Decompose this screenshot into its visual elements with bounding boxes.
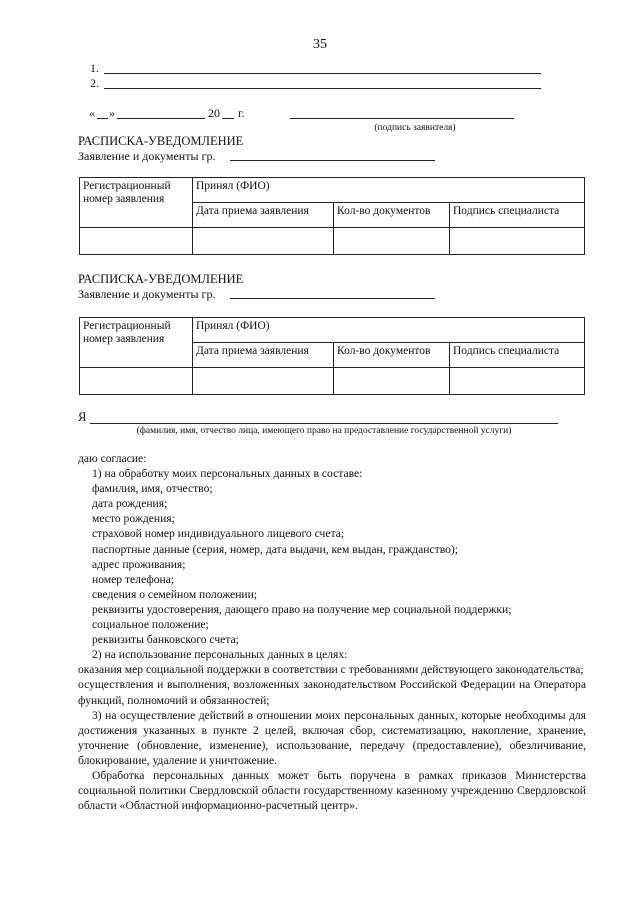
acceptance-date-header: Дата приема заявления	[193, 203, 334, 228]
receipt-subtitle-1: Заявление и документы гр.	[78, 149, 216, 163]
date-open-quote: «	[89, 106, 95, 120]
date-year-prefix: 20	[208, 106, 220, 120]
reg-number-header: Регистрационный номер заявления	[80, 318, 193, 368]
numbered-line-label-2: 2.	[90, 76, 99, 90]
specialist-signature-header: Подпись специалиста	[450, 343, 585, 368]
numbered-line-label-1: 1.	[90, 61, 99, 75]
item1-entry: адрес проживания;	[92, 557, 186, 571]
date-year-field[interactable]	[222, 118, 234, 119]
closing-paragraph: Обработка персональных данных может быть поручена в рамках приказов Министерства социальной политики Свердловской области государственному казенному учреждению Свердловской области «Областной информационно-расчетный центр».	[78, 768, 586, 813]
receipt-table-1	[79, 177, 585, 255]
applicant-name-line[interactable]	[90, 423, 558, 424]
receipt-table-2	[79, 317, 585, 395]
acceptance-date-header: Дата приема заявления	[193, 343, 334, 368]
item1-entry: сведения о семейном положении;	[92, 587, 258, 601]
item1-entry: страховой номер индивидуального лицевого счета;	[92, 527, 345, 541]
documents-count-header: Кол-во документов	[334, 343, 450, 368]
consent-intro: даю согласие:	[78, 452, 147, 465]
specialist-signature-header: Подпись специалиста	[450, 203, 585, 228]
acceptance-date-cell[interactable]	[193, 368, 334, 395]
item2-purpose: оказания мер социальной поддержки в соответствии с требованиями действующего законодательства;	[78, 663, 584, 677]
receipt-title-1: РАСПИСКА-УВЕДОМЛЕНИЕ	[78, 134, 244, 148]
consent-body	[78, 451, 586, 813]
item1-entry: дата рождения;	[92, 497, 168, 511]
item1-entry: место рождения;	[92, 512, 175, 526]
applicant-label: Я	[78, 410, 87, 424]
item1-entry: реквизиты банковского счета;	[92, 633, 239, 647]
receipt-title-2: РАСПИСКА-УВЕДОМЛЕНИЕ	[78, 272, 244, 286]
signature-caption: (подпись заявителя)	[374, 123, 456, 133]
item1-entry: фамилия, имя, отчество;	[92, 482, 213, 496]
documents-count-header: Кол-во документов	[334, 203, 450, 228]
item1-heading: 1) на обработку моих персональных данных в составе:	[92, 467, 363, 481]
reg-number-header: Регистрационный номер заявления	[80, 178, 193, 228]
receipt-name-line-2[interactable]	[230, 298, 435, 299]
reg-number-cell[interactable]	[80, 228, 193, 255]
receipt-subtitle-2: Заявление и документы гр.	[78, 287, 216, 301]
blank-line-2[interactable]	[104, 88, 541, 89]
accepted-by-header: Принял (ФИО)	[193, 318, 585, 343]
receipt-name-line-1[interactable]	[230, 160, 435, 161]
item1-entry: реквизиты удостоверения, дающего право на получение мер социальной поддержки;	[92, 602, 512, 616]
applicant-signature-line[interactable]	[290, 118, 514, 119]
item1-entry: социальное положение;	[92, 618, 209, 632]
item1-entry: паспортные данные (серия, номер, дата выдачи, кем выдан, гражданство);	[92, 542, 458, 556]
documents-count-cell[interactable]	[334, 228, 450, 255]
specialist-signature-cell[interactable]	[450, 228, 585, 255]
item1-entry: номер телефона;	[92, 572, 175, 586]
page-number: 35	[313, 37, 327, 52]
accepted-by-header: Принял (ФИО)	[193, 178, 585, 203]
documents-count-cell[interactable]	[334, 368, 450, 395]
blank-line-1[interactable]	[104, 73, 541, 74]
date-year-suffix: г.	[238, 106, 245, 120]
specialist-signature-cell[interactable]	[450, 368, 585, 395]
item3-paragraph: 3) на осуществление действий в отношении моих персональных данных, которые необходимы для достижения указанных в пункте 2 целей, включая сбор, систематизацию, накопление, хранение, уточнение (обновление, изменение), использование, передачу (предоставление), обезличивание, блокирование, удаление и уничтожение.	[78, 708, 586, 767]
applicant-caption: (фамилия, имя, отчество лица, имеющего право на предоставление государственной услуги)	[136, 426, 512, 436]
date-close-quote: »	[109, 106, 115, 120]
item2-purpose: осуществления и выполнения, возложенных законодательством Российской Федерации на Оператора функций, полномочий и обязанностей;	[78, 678, 586, 707]
item2-heading: 2) на использование персональных данных в целях:	[92, 648, 348, 662]
date-month-field[interactable]	[117, 118, 205, 119]
acceptance-date-cell[interactable]	[193, 228, 334, 255]
date-day-field[interactable]	[97, 118, 108, 119]
reg-number-cell[interactable]	[80, 368, 193, 395]
